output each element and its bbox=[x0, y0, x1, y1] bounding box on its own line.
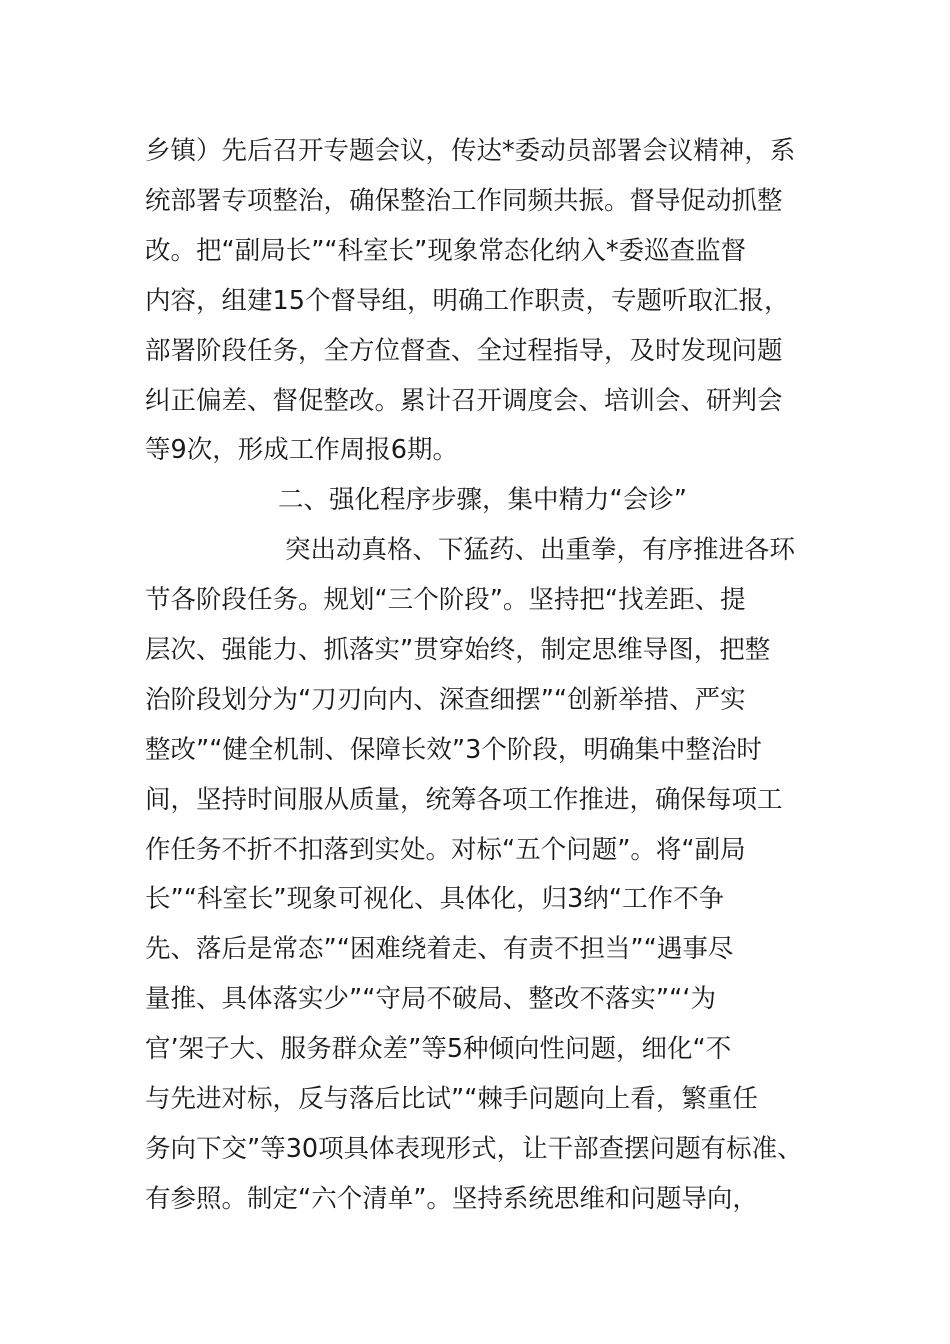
text-line: 部署阶段任务，全方位督查、全过程指导，及时发现问题 bbox=[145, 336, 783, 366]
text-line: 官’架子大、服务群众差”等5种倾向性问题，细化“不 bbox=[145, 1034, 732, 1064]
text-line: 等9次，形成工作周报6期。 bbox=[145, 435, 458, 465]
section-heading: 二、强化程序步骤，集中精力“会诊” bbox=[278, 485, 687, 515]
text-line: 层次、强能力、抓落实”贯穿始终，制定思维导图，把整 bbox=[145, 635, 771, 665]
text-line: 节各阶段任务。规划“三个阶段”。坚持把“找差距、提 bbox=[145, 585, 746, 615]
text-line: 内容，组建15个督导组，明确工作职责，专题听取汇报， bbox=[145, 286, 790, 316]
text-line: 量推、具体落实少”“守局不破局、整改不落实”“‘为 bbox=[145, 984, 716, 1014]
text-line: 治阶段划分为“刀刃向内、深查细摆”“创新举措、严实 bbox=[145, 685, 746, 715]
text-line: 与先进对标，反与落后比试”“棘手问题向上看，繁重任 bbox=[145, 1084, 758, 1114]
text-line: 统部署专项整治，确保整治工作同频共振。督导促动抓整 bbox=[145, 186, 783, 216]
text-line: 长”“科室长”现象可视化、具体化，归3纳“工作不争 bbox=[145, 884, 725, 914]
text-line: 纠正偏差、督促整改。累计召开调度会、培训会、研判会 bbox=[145, 386, 783, 416]
text-line: 间，坚持时间服从质量，统筹各项工作推进，确保每项工 bbox=[145, 785, 783, 815]
text-line: 改。把“副局长”“科室长”现象常态化纳入*委巡查监督 bbox=[145, 236, 747, 266]
text-line: 整改”“健全机制、保障长效”3个阶段，明确集中整治时 bbox=[145, 735, 762, 765]
text-line: 作任务不折不扣落到实处。对标“五个问题”。将“副局 bbox=[145, 835, 746, 865]
text-line: 乡镇）先后召开专题会议，传达*委动员部署会议精神，系 bbox=[145, 136, 796, 166]
text-line: 有参照。制定“六个清单”。坚持系统思维和问题导向， bbox=[145, 1184, 758, 1214]
text-line: 先、落后是常态”“困难绕着走、有责不担当”“遇事尽 bbox=[145, 934, 734, 964]
paragraph-first-line: 突出动真格、下猛药、出重拳，有序推进各环 bbox=[285, 535, 796, 565]
text-line: 务向下交”等30项具体表现形式，让干部查摆问题有标准、 bbox=[145, 1134, 803, 1164]
